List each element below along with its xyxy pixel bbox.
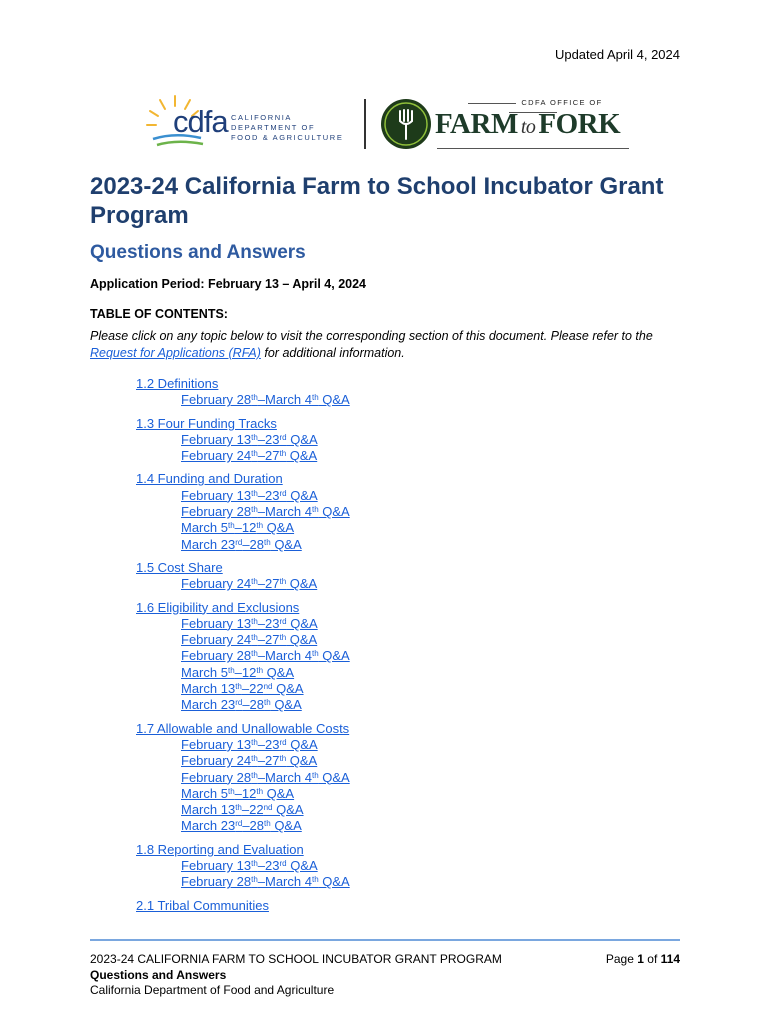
f2f-fork: FORK — [538, 108, 621, 140]
toc-section-link[interactable]: 1.2 Definitions — [136, 376, 219, 391]
toc-qa-link[interactable]: February 28th–March 4th Q&A — [181, 504, 350, 520]
toc-qa-link[interactable]: February 24th–27th Q&A — [181, 632, 318, 648]
header-logos — [145, 92, 635, 154]
toc-qa-link[interactable]: March 23rd–28th Q&A — [181, 536, 302, 552]
toc-section — [136, 600, 616, 714]
toc-section-link[interactable]: 1.5 Cost Share — [136, 559, 223, 575]
toc-qa-link[interactable]: February 13th–23rd Q&A — [181, 858, 318, 874]
toc-section — [136, 560, 616, 593]
toc-section-link[interactable]: 1.7 Allowable and Unallowable Costs — [136, 720, 350, 736]
toc-intro — [90, 328, 690, 362]
toc-qa-link[interactable]: February 13th–23rd Q&A — [181, 431, 318, 447]
toc-section-link[interactable]: 1.6 Eligibility and Exclusions — [136, 599, 300, 615]
toc-qa-link[interactable]: March 5th–12th Q&A — [181, 664, 295, 680]
toc-qa-link[interactable]: February 28th–March 4th Q&A — [181, 392, 350, 408]
toc-section — [136, 416, 616, 465]
toc-section-link[interactable]: 2.1 Tribal Communities — [136, 897, 269, 913]
toc-section-link[interactable]: 1.3 Four Funding Tracks — [136, 415, 277, 431]
toc-qa-link[interactable]: March 23rd–28th Q&A — [181, 818, 302, 834]
toc-heading: TABLE OF CONTENTS: — [90, 307, 228, 321]
footer-rule — [90, 939, 680, 941]
intro-text-end: for additional information. — [260, 346, 405, 360]
farm-to-fork-wordmark — [435, 108, 635, 141]
toc-qa-link[interactable]: March 13th–22nd Q&A — [181, 802, 304, 818]
footer-program: 2023-24 CALIFORNIA FARM TO SCHOOL INCUBATOR GRANT PROGRAM — [90, 952, 502, 966]
f2f-office-label: CDFA OFFICE OF — [437, 98, 629, 116]
f2f-to: to — [520, 116, 536, 138]
f2f-rule — [437, 148, 629, 149]
toc-section — [136, 471, 616, 552]
toc-qa-link[interactable]: February 24th–27th Q&A — [181, 576, 318, 592]
toc-qa-link[interactable]: February 24th–27th Q&A — [181, 753, 318, 769]
toc-section — [136, 721, 616, 835]
toc-qa-link[interactable]: February 24th–27th Q&A — [181, 448, 318, 464]
toc-qa-link[interactable]: February 13th–23rd Q&A — [181, 615, 318, 631]
cdfa-logo — [145, 92, 360, 152]
table-of-contents — [136, 376, 616, 921]
cdfa-wordmark: cdfa — [173, 104, 228, 139]
toc-section — [136, 376, 616, 409]
toc-qa-link[interactable]: March 5th–12th Q&A — [181, 785, 295, 801]
footer-doc-type: Questions and Answers — [90, 967, 227, 982]
toc-qa-link[interactable]: February 13th–23rd Q&A — [181, 487, 318, 503]
toc-section — [136, 842, 616, 891]
updated-date: Updated April 4, 2024 — [554, 47, 680, 62]
footer — [90, 952, 680, 999]
page-subtitle: Questions and Answers — [90, 242, 306, 263]
fork-icon — [381, 99, 431, 149]
application-period: Application Period: February 13 – April 4, 2024 — [90, 277, 367, 291]
page-of: of — [647, 952, 658, 966]
page-total: 114 — [660, 952, 680, 966]
toc-qa-link[interactable]: February 28th–March 4th Q&A — [181, 874, 350, 890]
toc-qa-link[interactable]: March 5th–12th Q&A — [181, 520, 295, 536]
toc-section — [136, 898, 616, 914]
toc-section-link[interactable]: 1.8 Reporting and Evaluation — [136, 841, 304, 857]
page-current: 1 — [637, 952, 644, 966]
toc-qa-link[interactable]: February 13th–23rd Q&A — [181, 736, 318, 752]
cdfa-dept-line2: FOOD & AGRICULTURE — [231, 133, 344, 142]
toc-qa-link[interactable]: March 23rd–28th Q&A — [181, 697, 302, 713]
footer-department: California Department of Food and Agriculture — [90, 983, 335, 997]
toc-qa-link[interactable]: February 28th–March 4th Q&A — [181, 769, 350, 785]
page-label: Page — [605, 952, 634, 966]
logo-divider — [364, 99, 366, 149]
cdfa-department-name — [231, 113, 360, 143]
toc-qa-link[interactable]: March 13th–22nd Q&A — [181, 681, 304, 697]
f2f-farm: FARM — [435, 108, 518, 140]
intro-text: Please click on any topic below to visit the corresponding section of this document. Please refer to the — [90, 329, 653, 343]
page-number — [606, 952, 680, 966]
toc-qa-link[interactable]: February 28th–March 4th Q&A — [181, 648, 350, 664]
toc-section-link[interactable]: 1.4 Funding and Duration — [136, 471, 283, 487]
rfa-link[interactable]: Request for Applications (RFA) — [90, 346, 261, 360]
page-title: 2023-24 California Farm to School Incubator Grant Program — [90, 173, 664, 229]
cdfa-dept-line1: CALIFORNIA DEPARTMENT OF — [231, 113, 316, 132]
